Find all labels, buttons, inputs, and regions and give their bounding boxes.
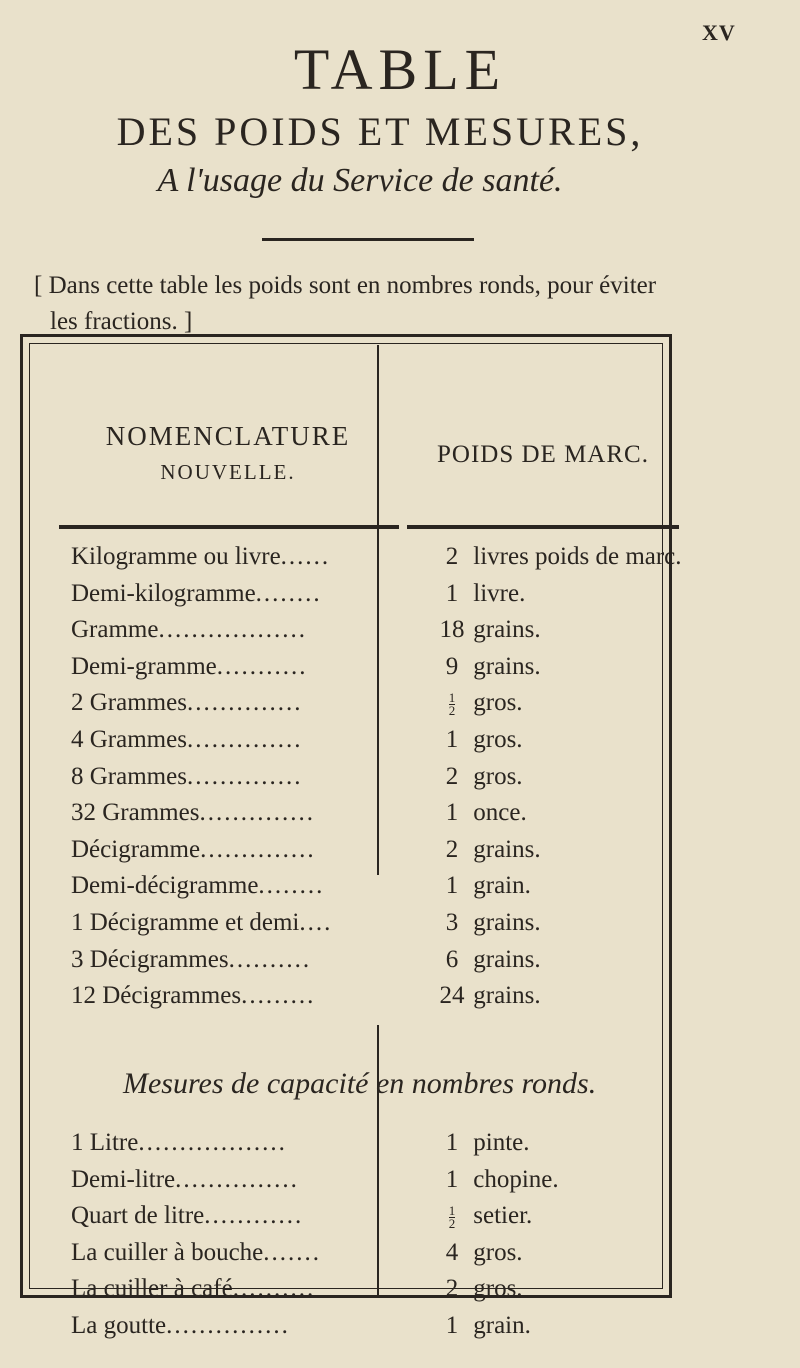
weight-row-leader-dots: .............. [200,835,316,863]
weight-row-leader-dots: ........ [258,872,325,900]
capacity-row-label: Demi-litre [71,1165,176,1193]
weight-row [71,868,691,905]
header-nomenclature-line2: NOUVELLE. [160,460,296,484]
weight-row [71,942,691,979]
weight-row-name [71,649,401,686]
weight-row [71,795,691,832]
capacity-row-unit: grain. [467,1311,531,1339]
weight-row-name [71,759,401,796]
weight-row [71,612,691,649]
weight-row-label: Gramme [71,616,159,644]
weight-row-name [71,868,401,905]
capacity-row-leader-dots: ....... [263,1238,322,1266]
usage-line: A l'usage du Service de santé. [157,162,563,199]
weight-row [71,539,691,576]
capacity-row-label: 1 Litre [71,1129,139,1156]
capacity-row-value [437,1308,687,1345]
editorial-note [34,268,764,340]
weight-row-value [437,868,687,905]
weight-row-name [71,978,401,1015]
weight-row [71,722,691,759]
weight-row-name [71,722,401,759]
weight-row-value [437,612,687,649]
weight-row-leader-dots: .................. [158,616,307,644]
capacity-heading: Mesures de capacité en nombres ronds. [123,1067,597,1100]
weight-row [71,576,691,613]
capacity-row-quantity: 1 [445,1129,459,1156]
weight-row-unit: gros. [467,689,523,717]
header-poids-de-marc: POIDS DE MARC. [437,441,649,468]
capacity-row [71,1271,691,1308]
weight-row-unit: grains. [467,982,541,1010]
weight-row-label: Demi-décigramme [71,872,259,900]
weight-row-label: 32 Grammes [71,799,200,827]
weight-row-quantity: 2 [445,762,459,790]
weight-row-unit: livres poids de marc. [467,543,682,570]
weight-row-leader-dots: .............. [186,689,303,717]
header-rule-left [59,525,399,529]
capacity-row-value [437,1125,687,1162]
weight-row-unit: once. [467,799,527,827]
weight-row-name [71,576,401,613]
weight-row [71,759,691,796]
weight-row-label: 2 Grammes [71,689,187,717]
weight-row-unit: grains. [467,945,541,973]
weight-row-unit: grains. [467,616,541,644]
weight-row-leader-dots: ...... [280,543,331,570]
weight-row [71,978,691,1015]
weight-row-name [71,685,401,722]
weight-row-value [437,649,687,686]
header-nomenclature [73,423,383,483]
weight-row-leader-dots: .............. [186,762,303,790]
weight-row-unit: grains. [467,835,541,863]
weight-row-quantity: 1 [445,872,459,900]
weight-row-unit: grains. [467,908,541,936]
weight-row-leader-dots: ........ [255,579,322,607]
capacity-row-quantity: $\frac{1}{2}$ [448,1202,456,1231]
note-line-1: [ Dans cette table les poids sont en nombres ronds, pour éviter [34,272,657,299]
capacity-row-value [437,1162,687,1199]
page-number: XV [702,20,736,45]
weight-row-quantity: 2 [445,835,459,863]
capacity-row-value [437,1198,687,1235]
capacity-row-name [71,1162,401,1199]
measures-table [20,334,682,1339]
weight-row-label: 8 Grammes [71,762,187,790]
weight-row-value [437,722,687,759]
note-line-2: les fractions. ] [50,308,193,335]
weight-row-label: 1 Décigramme et demi [71,908,300,936]
capacity-list [71,1125,691,1345]
capacity-row-leader-dots: .................. [138,1129,287,1156]
weight-row-leader-dots: .......... [228,945,312,973]
weight-row-unit: grain. [467,872,531,900]
weight-row-value [437,576,687,613]
capacity-row-name [71,1235,401,1272]
weight-row-name [71,612,401,649]
header-nomenclature-line1: NOMENCLATURE [105,421,351,451]
capacity-row-leader-dots: ............... [175,1165,299,1193]
capacity-row-unit: gros. [467,1238,523,1266]
weight-row-value [437,942,687,979]
weight-row-quantity: 1 [445,725,459,753]
capacity-row [71,1162,691,1199]
weight-row-unit: livre. [467,579,526,607]
capacity-row-name [71,1125,401,1162]
capacity-row-unit: gros. [467,1275,523,1303]
weight-row-name [71,905,401,942]
capacity-row-leader-dots: ............... [166,1311,290,1339]
capacity-row-quantity: 1 [445,1165,459,1193]
capacity-row [71,1125,691,1162]
capacity-row-label: La goutte [71,1311,167,1339]
weight-row-name [71,832,401,869]
weight-row-unit: grains. [467,652,541,680]
weight-row-unit: gros. [467,725,523,753]
capacity-row-quantity: 4 [445,1238,459,1266]
weight-row-quantity: 9 [445,652,459,680]
weight-row-quantity: 1 [445,799,459,827]
weight-row-value [437,759,687,796]
weight-row [71,685,691,722]
weight-row-unit: gros. [467,762,523,790]
capacity-row-label: La cuiller à bouche [71,1238,264,1266]
weight-row-leader-dots: .... [299,908,333,936]
weight-row-name [71,539,401,576]
weight-row-name [71,795,401,832]
weight-row-label: 4 Grammes [71,725,187,753]
capacity-row-name [71,1198,401,1235]
weight-row-label: Kilogramme ou livre [71,543,281,570]
weight-row-value [437,978,687,1015]
page-subtitle: DES POIDS ET MESURES, [116,109,644,154]
title-divider [262,238,474,241]
weight-row-value [437,795,687,832]
weight-row-label: Demi-kilogramme [71,579,256,607]
weight-row-quantity: 24 [439,982,465,1010]
capacity-row-quantity: 2 [445,1275,459,1303]
weight-row [71,649,691,686]
weight-row-name [71,942,401,979]
capacity-row [71,1235,691,1272]
capacity-row-label: Quart de litre [71,1202,205,1230]
weight-row-label: 3 Décigrammes [71,945,229,973]
capacity-row-leader-dots: ............ [204,1202,304,1230]
capacity-row-name [71,1308,401,1345]
weight-row-label: Demi-gramme [71,652,217,680]
weights-list [71,539,691,1015]
weight-row-quantity: 3 [445,908,459,936]
weight-row-leader-dots: .............. [186,725,303,753]
weight-row-quantity: $\frac{1}{2}$ [448,690,456,719]
weight-row-label: 12 Décigrammes [71,982,242,1010]
weight-row-value [437,685,687,722]
weight-row-value [437,905,687,942]
capacity-row-value [437,1235,687,1272]
header-rule-right [407,525,679,529]
capacity-row-leader-dots: .......... [232,1275,316,1303]
capacity-row-unit: pinte. [467,1129,530,1156]
capacity-row-quantity: 1 [445,1311,459,1339]
weight-row-value [437,832,687,869]
weight-row [71,905,691,942]
weight-row-label: Décigramme [71,835,201,863]
capacity-row-label: La cuiller à café [71,1275,233,1303]
weight-row-quantity: 2 [445,543,459,570]
weight-row-quantity: 18 [439,616,465,644]
weight-row-leader-dots: ........... [216,652,308,680]
capacity-row-unit: setier. [467,1202,533,1230]
capacity-row-name [71,1271,401,1308]
weight-row-quantity: 6 [445,945,459,973]
capacity-row [71,1198,691,1235]
page-title: TABLE [293,37,507,102]
capacity-row [71,1308,691,1345]
weight-row-value [437,539,687,576]
weight-row [71,832,691,869]
weight-row-leader-dots: .............. [199,799,315,827]
capacity-row-value [437,1271,687,1308]
weight-row-leader-dots: ......... [241,982,316,1010]
capacity-row-unit: chopine. [467,1165,559,1193]
weight-row-quantity: 1 [445,579,459,607]
